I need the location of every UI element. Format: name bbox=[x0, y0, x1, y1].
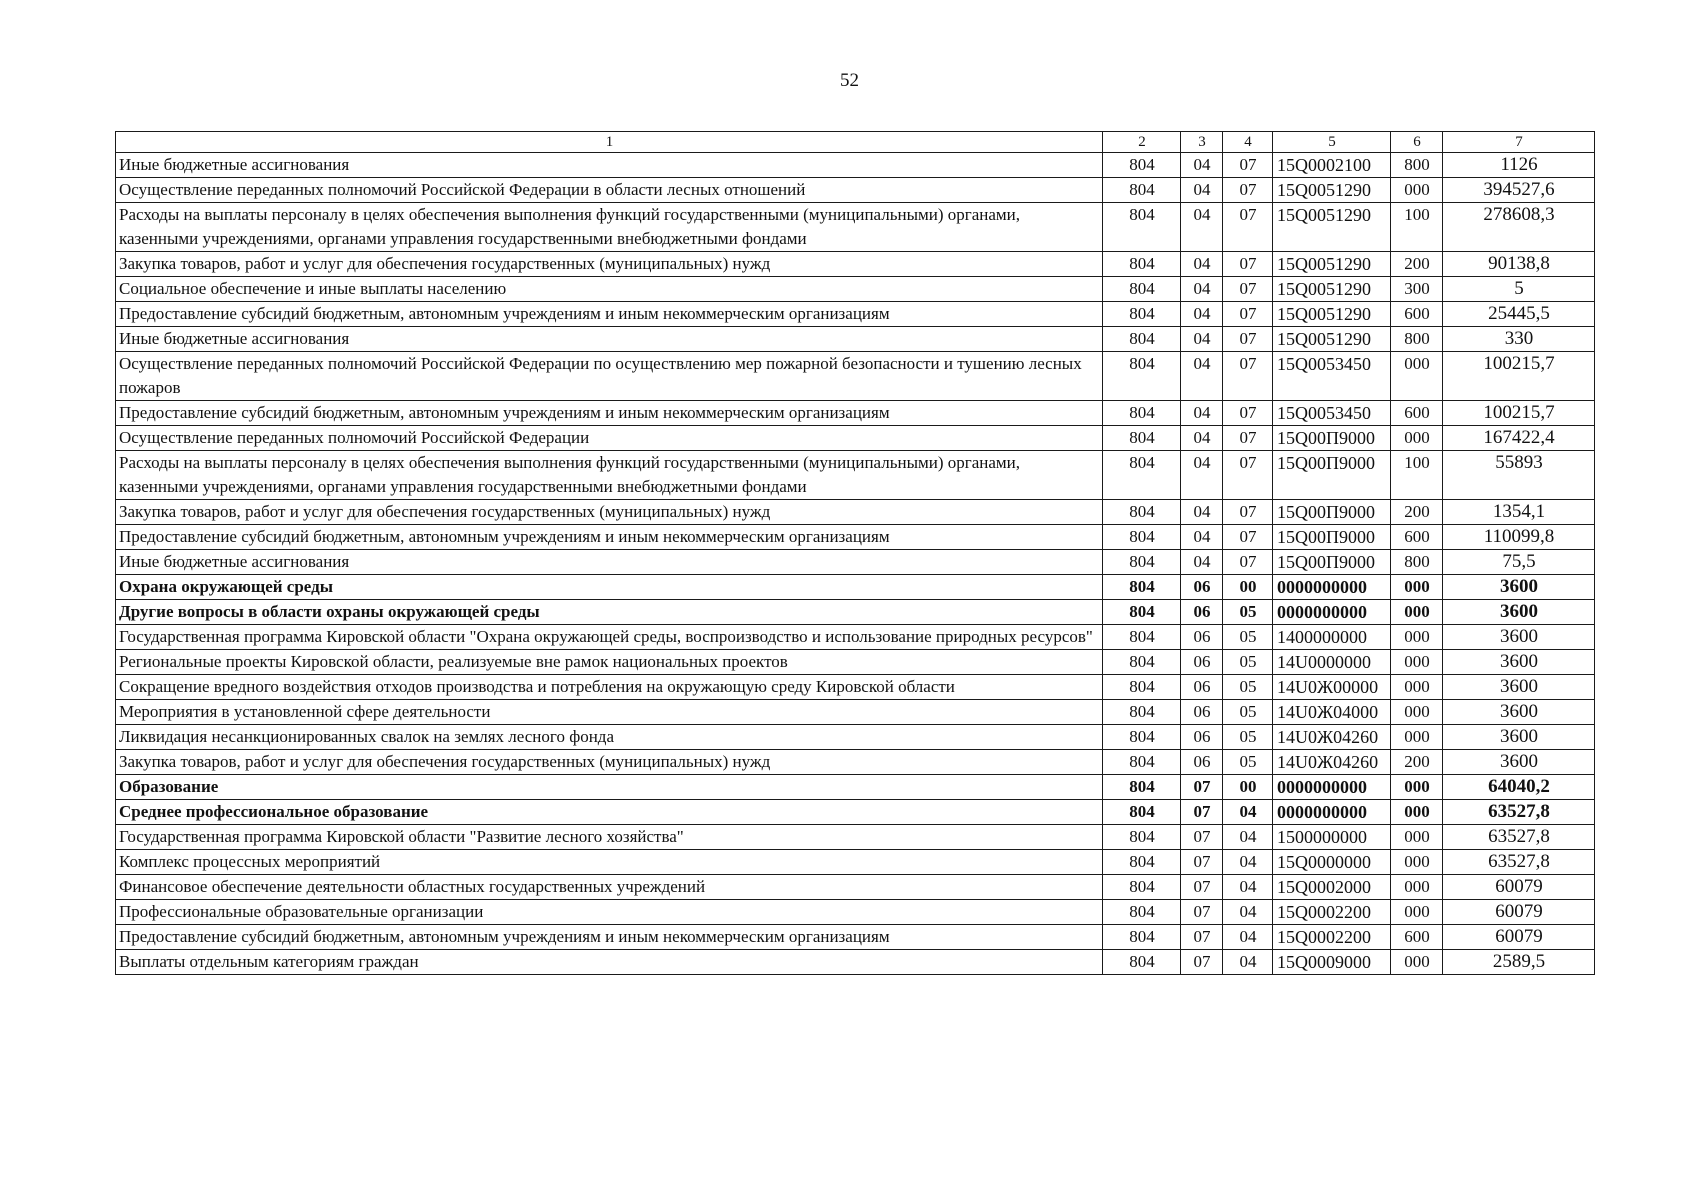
subsection-code-cell: 04 bbox=[1223, 925, 1273, 950]
subsection-code-cell: 07 bbox=[1223, 352, 1273, 401]
target-article-cell: 15Q0002000 bbox=[1273, 875, 1391, 900]
grbs-code-cell: 804 bbox=[1103, 426, 1181, 451]
expense-type-cell: 000 bbox=[1391, 850, 1443, 875]
expense-type-cell: 600 bbox=[1391, 401, 1443, 426]
section-code-cell: 04 bbox=[1181, 352, 1223, 401]
table-row bbox=[116, 950, 1595, 975]
amount-cell: 64040,2 bbox=[1443, 775, 1595, 800]
target-article-cell: 14U0Ж00000 bbox=[1273, 675, 1391, 700]
target-article-cell: 15Q0002200 bbox=[1273, 900, 1391, 925]
grbs-code-cell: 804 bbox=[1103, 875, 1181, 900]
expense-type-cell: 000 bbox=[1391, 600, 1443, 625]
section-code-cell: 06 bbox=[1181, 700, 1223, 725]
expense-type-cell: 800 bbox=[1391, 550, 1443, 575]
table-row bbox=[116, 850, 1595, 875]
grbs-code-cell: 804 bbox=[1103, 650, 1181, 675]
amount-cell: 55893 bbox=[1443, 451, 1595, 500]
grbs-code-cell: 804 bbox=[1103, 825, 1181, 850]
section-code-cell: 07 bbox=[1181, 925, 1223, 950]
table-row bbox=[116, 451, 1595, 500]
section-code-cell: 04 bbox=[1181, 252, 1223, 277]
subsection-code-cell: 05 bbox=[1223, 600, 1273, 625]
grbs-code-cell: 804 bbox=[1103, 575, 1181, 600]
expense-type-cell: 200 bbox=[1391, 252, 1443, 277]
section-code-cell: 04 bbox=[1181, 401, 1223, 426]
header-col-5: 5 bbox=[1273, 132, 1391, 153]
table-row bbox=[116, 650, 1595, 675]
grbs-code-cell: 804 bbox=[1103, 725, 1181, 750]
section-code-cell: 06 bbox=[1181, 725, 1223, 750]
grbs-code-cell: 804 bbox=[1103, 600, 1181, 625]
grbs-code-cell: 804 bbox=[1103, 252, 1181, 277]
grbs-code-cell: 804 bbox=[1103, 153, 1181, 178]
expense-type-cell: 000 bbox=[1391, 675, 1443, 700]
section-code-cell: 04 bbox=[1181, 153, 1223, 178]
amount-cell: 3600 bbox=[1443, 650, 1595, 675]
subsection-code-cell: 07 bbox=[1223, 153, 1273, 178]
section-code-cell: 06 bbox=[1181, 750, 1223, 775]
subsection-code-cell: 04 bbox=[1223, 800, 1273, 825]
section-code-cell: 04 bbox=[1181, 451, 1223, 500]
subsection-code-cell: 05 bbox=[1223, 675, 1273, 700]
target-article-cell: 15Q00П9000 bbox=[1273, 426, 1391, 451]
expense-name-cell: Осуществление переданных полномочий Российской Федерации bbox=[116, 426, 1103, 451]
subsection-code-cell: 04 bbox=[1223, 900, 1273, 925]
expense-name-cell: Предоставление субсидий бюджетным, автономным учреждениям и иным некоммерческим организациям bbox=[116, 525, 1103, 550]
grbs-code-cell: 804 bbox=[1103, 950, 1181, 975]
subsection-code-cell: 04 bbox=[1223, 875, 1273, 900]
page-number: 52 bbox=[840, 70, 859, 91]
subsection-code-cell: 00 bbox=[1223, 575, 1273, 600]
expense-type-cell: 000 bbox=[1391, 352, 1443, 401]
table-row bbox=[116, 352, 1595, 401]
amount-cell: 278608,3 bbox=[1443, 203, 1595, 252]
grbs-code-cell: 804 bbox=[1103, 178, 1181, 203]
expense-type-cell: 000 bbox=[1391, 700, 1443, 725]
section-code-cell: 04 bbox=[1181, 203, 1223, 252]
expense-name-cell: Расходы на выплаты персоналу в целях обеспечения выполнения функций государственными (муниципальными) органами, казенными учреждениями, органами управления государственными внебюджетными фондами bbox=[116, 451, 1103, 500]
expense-name-cell: Предоставление субсидий бюджетным, автономным учреждениям и иным некоммерческим организациям bbox=[116, 925, 1103, 950]
grbs-code-cell: 804 bbox=[1103, 675, 1181, 700]
target-article-cell: 1400000000 bbox=[1273, 625, 1391, 650]
expense-name-cell: Расходы на выплаты персоналу в целях обеспечения выполнения функций государственными (муниципальными) органами, казенными учреждениями, органами управления государственными внебюджетными фондами bbox=[116, 203, 1103, 252]
subsection-code-cell: 07 bbox=[1223, 252, 1273, 277]
grbs-code-cell: 804 bbox=[1103, 775, 1181, 800]
subsection-code-cell: 00 bbox=[1223, 775, 1273, 800]
subsection-code-cell: 05 bbox=[1223, 700, 1273, 725]
expense-name-cell: Закупка товаров, работ и услуг для обеспечения государственных (муниципальных) нужд bbox=[116, 252, 1103, 277]
subsection-code-cell: 07 bbox=[1223, 302, 1273, 327]
grbs-code-cell: 804 bbox=[1103, 302, 1181, 327]
amount-cell: 5 bbox=[1443, 277, 1595, 302]
amount-cell: 60079 bbox=[1443, 875, 1595, 900]
table-row bbox=[116, 203, 1595, 252]
expense-type-cell: 000 bbox=[1391, 178, 1443, 203]
expense-type-cell: 000 bbox=[1391, 625, 1443, 650]
expense-type-cell: 000 bbox=[1391, 575, 1443, 600]
target-article-cell: 0000000000 bbox=[1273, 575, 1391, 600]
target-article-cell: 14U0Ж04260 bbox=[1273, 750, 1391, 775]
table-row bbox=[116, 252, 1595, 277]
target-article-cell: 1500000000 bbox=[1273, 825, 1391, 850]
expense-type-cell: 200 bbox=[1391, 500, 1443, 525]
subsection-code-cell: 07 bbox=[1223, 426, 1273, 451]
grbs-code-cell: 804 bbox=[1103, 700, 1181, 725]
section-code-cell: 06 bbox=[1181, 575, 1223, 600]
subsection-code-cell: 05 bbox=[1223, 750, 1273, 775]
table-row bbox=[116, 525, 1595, 550]
table-row bbox=[116, 700, 1595, 725]
expense-type-cell: 000 bbox=[1391, 875, 1443, 900]
expense-type-cell: 300 bbox=[1391, 277, 1443, 302]
expense-name-cell: Образование bbox=[116, 775, 1103, 800]
subsection-code-cell: 04 bbox=[1223, 850, 1273, 875]
section-code-cell: 04 bbox=[1181, 426, 1223, 451]
expense-name-cell: Ликвидация несанкционированных свалок на землях лесного фонда bbox=[116, 725, 1103, 750]
target-article-cell: 14U0Ж04000 bbox=[1273, 700, 1391, 725]
section-code-cell: 04 bbox=[1181, 550, 1223, 575]
subsection-code-cell: 07 bbox=[1223, 203, 1273, 252]
expense-type-cell: 000 bbox=[1391, 775, 1443, 800]
section-code-cell: 04 bbox=[1181, 500, 1223, 525]
section-code-cell: 07 bbox=[1181, 775, 1223, 800]
amount-cell: 100215,7 bbox=[1443, 352, 1595, 401]
header-col-3: 3 bbox=[1181, 132, 1223, 153]
amount-cell: 167422,4 bbox=[1443, 426, 1595, 451]
expense-name-cell: Региональные проекты Кировской области, реализуемые вне рамок национальных проектов bbox=[116, 650, 1103, 675]
amount-cell: 1354,1 bbox=[1443, 500, 1595, 525]
table-row bbox=[116, 750, 1595, 775]
section-code-cell: 07 bbox=[1181, 950, 1223, 975]
header-col-6: 6 bbox=[1391, 132, 1443, 153]
target-article-cell: 15Q0002200 bbox=[1273, 925, 1391, 950]
expense-name-cell: Иные бюджетные ассигнования bbox=[116, 327, 1103, 352]
grbs-code-cell: 804 bbox=[1103, 401, 1181, 426]
grbs-code-cell: 804 bbox=[1103, 550, 1181, 575]
expense-name-cell: Закупка товаров, работ и услуг для обеспечения государственных (муниципальных) нужд bbox=[116, 750, 1103, 775]
expense-name-cell: Охрана окружающей среды bbox=[116, 575, 1103, 600]
target-article-cell: 15Q0051290 bbox=[1273, 277, 1391, 302]
target-article-cell: 15Q0009000 bbox=[1273, 950, 1391, 975]
table-row bbox=[116, 327, 1595, 352]
amount-cell: 330 bbox=[1443, 327, 1595, 352]
amount-cell: 2589,5 bbox=[1443, 950, 1595, 975]
target-article-cell: 0000000000 bbox=[1273, 775, 1391, 800]
amount-cell: 63527,8 bbox=[1443, 850, 1595, 875]
grbs-code-cell: 804 bbox=[1103, 750, 1181, 775]
expense-name-cell: Осуществление переданных полномочий Российской Федерации по осуществлению мер пожарной безопасности и тушению лесных пожаров bbox=[116, 352, 1103, 401]
grbs-code-cell: 804 bbox=[1103, 900, 1181, 925]
table-row bbox=[116, 825, 1595, 850]
expense-type-cell: 100 bbox=[1391, 203, 1443, 252]
subsection-code-cell: 07 bbox=[1223, 178, 1273, 203]
target-article-cell: 0000000000 bbox=[1273, 600, 1391, 625]
table-row bbox=[116, 675, 1595, 700]
amount-cell: 60079 bbox=[1443, 900, 1595, 925]
amount-cell: 63527,8 bbox=[1443, 825, 1595, 850]
table-row bbox=[116, 302, 1595, 327]
table-row bbox=[116, 725, 1595, 750]
expense-name-cell: Государственная программа Кировской области "Развитие лесного хозяйства" bbox=[116, 825, 1103, 850]
section-code-cell: 04 bbox=[1181, 302, 1223, 327]
expense-name-cell: Среднее профессиональное образование bbox=[116, 800, 1103, 825]
table-row bbox=[116, 625, 1595, 650]
budget-table bbox=[115, 131, 1595, 975]
section-code-cell: 04 bbox=[1181, 277, 1223, 302]
section-code-cell: 06 bbox=[1181, 675, 1223, 700]
subsection-code-cell: 07 bbox=[1223, 327, 1273, 352]
target-article-cell: 15Q0053450 bbox=[1273, 352, 1391, 401]
amount-cell: 3600 bbox=[1443, 675, 1595, 700]
expense-type-cell: 600 bbox=[1391, 925, 1443, 950]
grbs-code-cell: 804 bbox=[1103, 352, 1181, 401]
target-article-cell: 15Q0053450 bbox=[1273, 401, 1391, 426]
subsection-code-cell: 05 bbox=[1223, 625, 1273, 650]
target-article-cell: 14U0000000 bbox=[1273, 650, 1391, 675]
amount-cell: 3600 bbox=[1443, 725, 1595, 750]
grbs-code-cell: 804 bbox=[1103, 800, 1181, 825]
target-article-cell: 15Q00П9000 bbox=[1273, 451, 1391, 500]
expense-name-cell: Государственная программа Кировской области "Охрана окружающей среды, воспроизводство и использование природных ресурсов" bbox=[116, 625, 1103, 650]
subsection-code-cell: 05 bbox=[1223, 650, 1273, 675]
table-row bbox=[116, 800, 1595, 825]
section-code-cell: 07 bbox=[1181, 850, 1223, 875]
amount-cell: 3600 bbox=[1443, 575, 1595, 600]
amount-cell: 110099,8 bbox=[1443, 525, 1595, 550]
grbs-code-cell: 804 bbox=[1103, 277, 1181, 302]
expense-name-cell: Сокращение вредного воздействия отходов производства и потребления на окружающую среду Кировской области bbox=[116, 675, 1103, 700]
target-article-cell: 0000000000 bbox=[1273, 800, 1391, 825]
expense-name-cell: Социальное обеспечение и иные выплаты населению bbox=[116, 277, 1103, 302]
amount-cell: 25445,5 bbox=[1443, 302, 1595, 327]
header-col-7: 7 bbox=[1443, 132, 1595, 153]
table-row bbox=[116, 277, 1595, 302]
table-row bbox=[116, 426, 1595, 451]
grbs-code-cell: 804 bbox=[1103, 500, 1181, 525]
target-article-cell: 15Q00П9000 bbox=[1273, 525, 1391, 550]
target-article-cell: 15Q0000000 bbox=[1273, 850, 1391, 875]
amount-cell: 60079 bbox=[1443, 925, 1595, 950]
expense-name-cell: Иные бюджетные ассигнования bbox=[116, 153, 1103, 178]
grbs-code-cell: 804 bbox=[1103, 925, 1181, 950]
target-article-cell: 14U0Ж04260 bbox=[1273, 725, 1391, 750]
table-row bbox=[116, 575, 1595, 600]
expense-type-cell: 100 bbox=[1391, 451, 1443, 500]
table-header-row bbox=[116, 132, 1595, 153]
target-article-cell: 15Q0002100 bbox=[1273, 153, 1391, 178]
subsection-code-cell: 04 bbox=[1223, 825, 1273, 850]
expense-type-cell: 000 bbox=[1391, 650, 1443, 675]
expense-name-cell: Предоставление субсидий бюджетным, автономным учреждениям и иным некоммерческим организациям bbox=[116, 302, 1103, 327]
grbs-code-cell: 804 bbox=[1103, 850, 1181, 875]
expense-type-cell: 600 bbox=[1391, 302, 1443, 327]
expense-name-cell: Предоставление субсидий бюджетным, автономным учреждениям и иным некоммерческим организациям bbox=[116, 401, 1103, 426]
section-code-cell: 04 bbox=[1181, 327, 1223, 352]
table-row bbox=[116, 153, 1595, 178]
amount-cell: 1126 bbox=[1443, 153, 1595, 178]
header-col-1: 1 bbox=[116, 132, 1103, 153]
target-article-cell: 15Q00П9000 bbox=[1273, 550, 1391, 575]
expense-type-cell: 800 bbox=[1391, 153, 1443, 178]
amount-cell: 75,5 bbox=[1443, 550, 1595, 575]
amount-cell: 394527,6 bbox=[1443, 178, 1595, 203]
expense-name-cell: Профессиональные образовательные организации bbox=[116, 900, 1103, 925]
expense-type-cell: 000 bbox=[1391, 950, 1443, 975]
table-row bbox=[116, 600, 1595, 625]
amount-cell: 3600 bbox=[1443, 625, 1595, 650]
expense-name-cell: Мероприятия в установленной сфере деятельности bbox=[116, 700, 1103, 725]
table-row bbox=[116, 775, 1595, 800]
amount-cell: 3600 bbox=[1443, 700, 1595, 725]
section-code-cell: 06 bbox=[1181, 600, 1223, 625]
grbs-code-cell: 804 bbox=[1103, 625, 1181, 650]
section-code-cell: 04 bbox=[1181, 525, 1223, 550]
subsection-code-cell: 07 bbox=[1223, 277, 1273, 302]
expense-type-cell: 000 bbox=[1391, 426, 1443, 451]
expense-type-cell: 800 bbox=[1391, 327, 1443, 352]
expense-type-cell: 000 bbox=[1391, 800, 1443, 825]
expense-type-cell: 600 bbox=[1391, 525, 1443, 550]
table-row bbox=[116, 178, 1595, 203]
section-code-cell: 07 bbox=[1181, 900, 1223, 925]
grbs-code-cell: 804 bbox=[1103, 525, 1181, 550]
target-article-cell: 15Q0051290 bbox=[1273, 203, 1391, 252]
expense-type-cell: 000 bbox=[1391, 725, 1443, 750]
subsection-code-cell: 07 bbox=[1223, 525, 1273, 550]
amount-cell: 100215,7 bbox=[1443, 401, 1595, 426]
table-row bbox=[116, 550, 1595, 575]
table-row bbox=[116, 875, 1595, 900]
target-article-cell: 15Q0051290 bbox=[1273, 327, 1391, 352]
expense-name-cell: Иные бюджетные ассигнования bbox=[116, 550, 1103, 575]
expense-name-cell: Комплекс процессных мероприятий bbox=[116, 850, 1103, 875]
table-body bbox=[116, 153, 1595, 975]
table-row bbox=[116, 401, 1595, 426]
header-col-2: 2 bbox=[1103, 132, 1181, 153]
subsection-code-cell: 04 bbox=[1223, 950, 1273, 975]
section-code-cell: 07 bbox=[1181, 825, 1223, 850]
expense-name-cell: Закупка товаров, работ и услуг для обеспечения государственных (муниципальных) нужд bbox=[116, 500, 1103, 525]
section-code-cell: 07 bbox=[1181, 875, 1223, 900]
target-article-cell: 15Q0051290 bbox=[1273, 252, 1391, 277]
section-code-cell: 06 bbox=[1181, 625, 1223, 650]
subsection-code-cell: 07 bbox=[1223, 550, 1273, 575]
target-article-cell: 15Q00П9000 bbox=[1273, 500, 1391, 525]
grbs-code-cell: 804 bbox=[1103, 327, 1181, 352]
amount-cell: 90138,8 bbox=[1443, 252, 1595, 277]
target-article-cell: 15Q0051290 bbox=[1273, 178, 1391, 203]
header-col-4: 4 bbox=[1223, 132, 1273, 153]
amount-cell: 3600 bbox=[1443, 750, 1595, 775]
expense-name-cell: Финансовое обеспечение деятельности областных государственных учреждений bbox=[116, 875, 1103, 900]
expense-type-cell: 200 bbox=[1391, 750, 1443, 775]
subsection-code-cell: 07 bbox=[1223, 451, 1273, 500]
table-row bbox=[116, 900, 1595, 925]
subsection-code-cell: 05 bbox=[1223, 725, 1273, 750]
section-code-cell: 07 bbox=[1181, 800, 1223, 825]
amount-cell: 3600 bbox=[1443, 600, 1595, 625]
subsection-code-cell: 07 bbox=[1223, 401, 1273, 426]
expense-name-cell: Осуществление переданных полномочий Российской Федерации в области лесных отношений bbox=[116, 178, 1103, 203]
expense-name-cell: Выплаты отдельным категориям граждан bbox=[116, 950, 1103, 975]
section-code-cell: 04 bbox=[1181, 178, 1223, 203]
expense-type-cell: 000 bbox=[1391, 825, 1443, 850]
grbs-code-cell: 804 bbox=[1103, 451, 1181, 500]
expense-name-cell: Другие вопросы в области охраны окружающей среды bbox=[116, 600, 1103, 625]
section-code-cell: 06 bbox=[1181, 650, 1223, 675]
table-row bbox=[116, 500, 1595, 525]
grbs-code-cell: 804 bbox=[1103, 203, 1181, 252]
amount-cell: 63527,8 bbox=[1443, 800, 1595, 825]
expense-type-cell: 000 bbox=[1391, 900, 1443, 925]
table-row bbox=[116, 925, 1595, 950]
target-article-cell: 15Q0051290 bbox=[1273, 302, 1391, 327]
subsection-code-cell: 07 bbox=[1223, 500, 1273, 525]
